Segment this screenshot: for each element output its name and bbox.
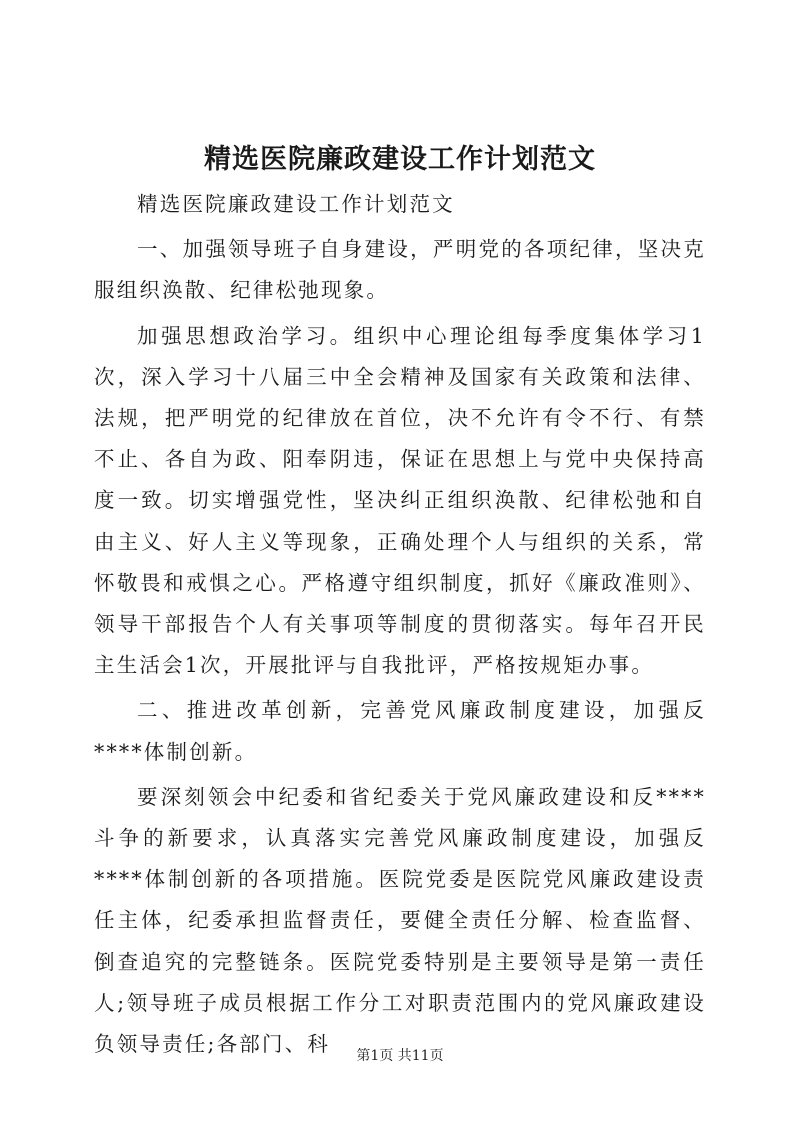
paragraph-section-2-body: 要深刻领会中纪委和省纪委关于党风廉政建设和反****斗争的新要求，认真落实完善党风廉政制度建设，加强反****体制创新的各项措施。医院党委是医院党风廉政建设责任主体，纪委承担监督责任，要健全责任分解、检查监督、倒查追究的完整链条。医院党委特别是主要领导是第一责任人;领导班子成员根据工作分工对职责范围内的党风廉政建设负领导责任;各部门、科 xyxy=(94,784,706,1057)
paragraph-section-1-heading: 一、加强领导班子自身建设，严明党的各项纪律，坚决克服组织涣散、纪律松弛现象。 xyxy=(94,237,706,303)
page-number-footer: 第1页 共11页 xyxy=(356,1048,444,1064)
paragraph-section-2-heading: 二、推进改革创新，完善党风廉政制度建设，加强反****体制创新。 xyxy=(94,698,706,764)
document-body xyxy=(94,184,706,1069)
paragraph-section-1-body: 加强思想政治学习。组织中心理论组每季度集体学习1次，深入学习十八届三中全会精神及国家有关政策和法律、法规，把严明党的纪律放在首位，决不允许有令不行、有禁不止、各自为政、阳奉阴违，保证在思想上与党中央保持高度一致。切实增强党性，坚决纠正组织涣散、纪律松弛和自由主义、好人主义等现象，正确处理个人与组织的关系，常怀敬畏和戒惧之心。严格遵守组织制度，抓好《廉政准则》、领导干部报告个人有关事项等制度的贯彻落实。每年召开民主生活会1次，开展批评与自我批评，严格按规矩办事。 xyxy=(94,323,706,678)
document-title: 精选医院廉政建设工作计划范文 xyxy=(204,144,596,175)
paragraph-subtitle: 精选医院廉政建设工作计划范文 xyxy=(137,192,455,216)
